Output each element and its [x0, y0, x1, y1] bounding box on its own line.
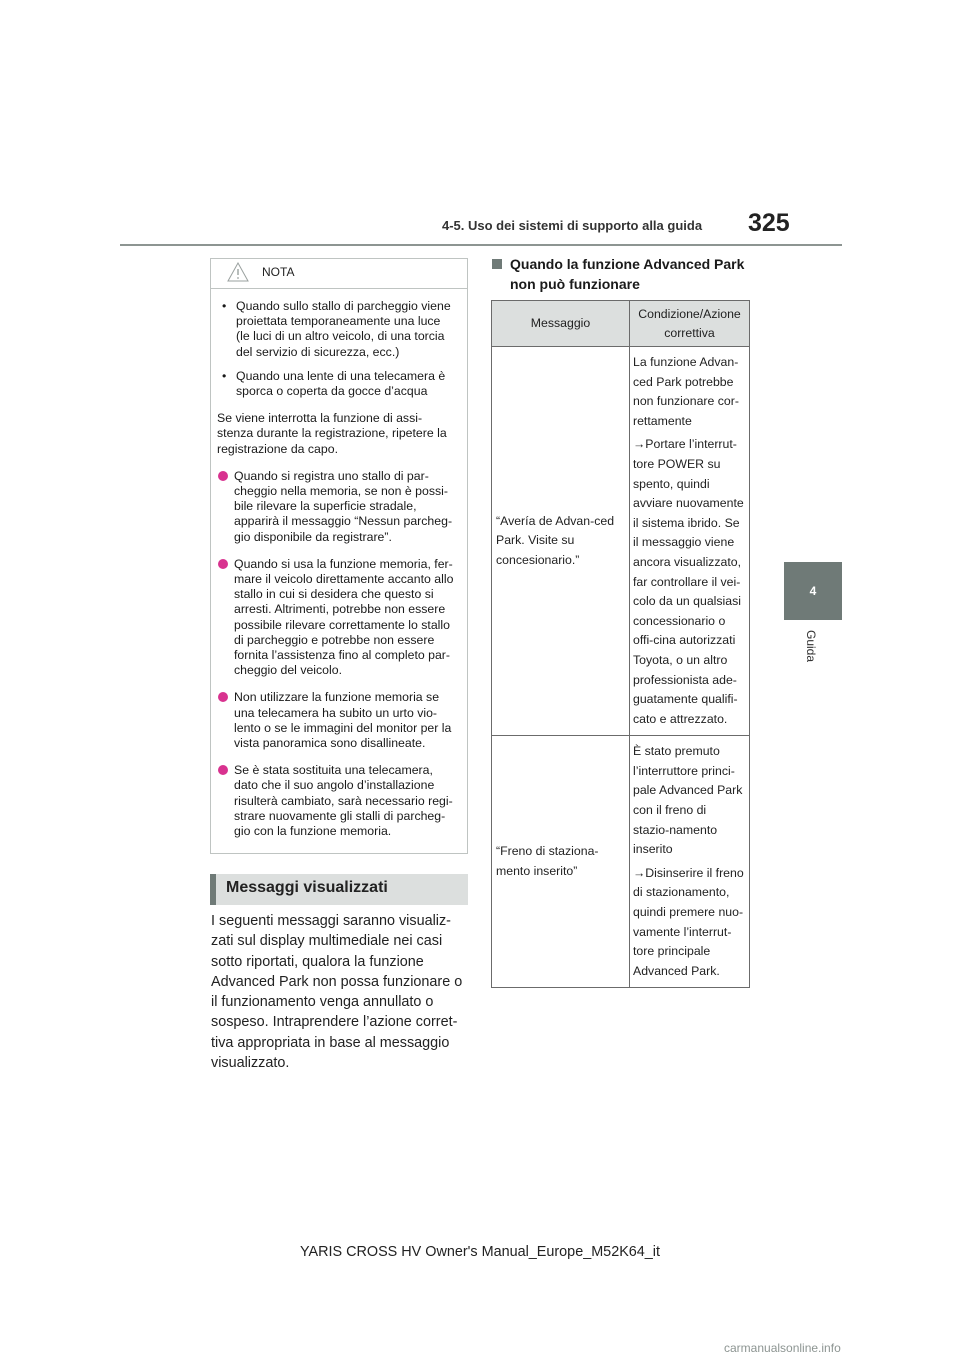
nota-body: [211, 289, 467, 839]
action-text: →Disinserire il freno di stazionamento, quindi premere nuo-vamente l’interrut-tore principale Advanced Park.: [633, 865, 744, 978]
message-cell: “Avería de Advan-ced Park. Visite su concesionario.”: [492, 347, 630, 736]
table-heading: [492, 255, 752, 294]
bullet-circle-icon: [218, 559, 228, 569]
header-divider: [120, 244, 842, 246]
table-header-row: [492, 301, 750, 347]
condition-cell: [630, 736, 750, 988]
chapter-tab: [784, 562, 842, 620]
table-row: [492, 736, 750, 988]
nota-bullet-text: Quando una lente di una telecamera è sporca o coperta da gocce d’acqua: [236, 368, 446, 399]
condition-text: La funzione Advan-ced Park potrebbe non funzionare cor-rettamente: [633, 355, 739, 428]
nota-item-text: Non utilizzare la funzione memoria se una telecamera ha subito un urto vio-lento o se le immagini del monitor per la vista panoramica sono disallineate.: [234, 690, 452, 751]
nota-paragraph: Se viene interrotta la funzione di assi-stenza durante la registrazione, ripetere la registrazione da capo.: [217, 411, 447, 456]
chapter-label: [805, 630, 821, 670]
section-title: 4-5. Uso dei sistemi di supporto alla guida: [442, 218, 703, 233]
column-header: Messaggio: [492, 301, 630, 347]
chapter-number: 4: [809, 584, 817, 598]
messages-table: [491, 300, 750, 988]
nota-header: [211, 259, 467, 289]
column-header: Condizione/Azione correttiva: [630, 301, 750, 347]
bullet-circle-icon: [218, 692, 228, 702]
footer-text: YARIS CROSS HV Owner's Manual_Europe_M52K64_it: [299, 1244, 660, 1260]
section-heading-text: Messaggi visualizzati: [226, 879, 388, 896]
condition-cell: [630, 347, 750, 736]
bullet-circle-icon: [218, 765, 228, 775]
nota-item: [217, 690, 455, 751]
nota-item-text: Quando si usa la funzione memoria, fer-mare il veicolo direttamente accanto allo stallo in cui si desidera che questo si arresti. Altrimenti, potrebbe non essere possibile rilevare correttamente lo stallo di parcheggio e potrebbe non essere fornita l’assistenza fino al completo par-cheggio del veicolo.: [234, 556, 454, 678]
watermark: carmanualsonline.info: [724, 1341, 841, 1355]
intro-paragraph: I seguenti messaggi saranno visualiz-zati sul display multimediale nei casi sotto riportati, qualora la funzione Advanced Park non possa funzionare o il funzionamento venga annullato o sospeso. Intraprendere l’azione corret-tiva appropriata in base al messaggio visualizzato.: [211, 913, 463, 1072]
message-cell: “Freno di staziona-mento inserito”: [492, 736, 630, 988]
action-text: →Portare l’interrut-tore POWER su spento, quindi avviare nuovamente il sistema ibrido. Se il messaggio viene ancora visualizzato, far controllare il vei-colo da un qualsiasi concessionario o offi-cina autorizzati Toyota, o un altro professionista ade-guatamente qualifi-cato e attrezzato.: [633, 437, 744, 726]
nota-item-text: Quando si registra uno stallo di par-cheggio nella memoria, se non è possi-bile rilevare la superficie stradale, apparirà il messaggio “Nessun parcheg-gio disponibile da registrare”.: [234, 468, 453, 544]
nota-bullet: • Quando sullo stallo di parcheggio viene proiettata temporaneamente una luce (le luci di un altro veicolo, di una torcia del servizio di sicurezza, ecc.): [222, 299, 451, 359]
table-heading-text: Quando la funzione Advanced Park non può funzionare: [510, 256, 745, 292]
square-bullet-icon: [492, 259, 502, 269]
nota-box: [210, 258, 468, 854]
caution-triangle-icon: [227, 262, 249, 282]
nota-item-text: Se è stata sostituita una telecamera, dato che il suo angolo d’installazione risulterà cambiato, sarà necessario regi-strare nuovamente gli stalli di parcheg-gio con la funzione memoria.: [234, 763, 453, 839]
nota-bullet: • Quando una lente di una telecamera è sporca o coperta da gocce d’acqua: [222, 368, 446, 399]
nota-item: [217, 469, 455, 545]
section-heading: [210, 874, 468, 905]
table-row: [492, 347, 750, 736]
bullet-circle-icon: [218, 471, 228, 481]
nota-bullet-text: Quando sullo stallo di parcheggio viene proiettata temporaneamente una luce (le luci di un altro veicolo, di una torcia del servizio di sicurezza, ecc.): [236, 299, 451, 359]
chapter-label-text: Guida: [804, 630, 818, 663]
nota-item: [217, 763, 455, 839]
page-number: 325: [748, 209, 790, 237]
condition-text: È stato premuto l’interruttore princi-pale Advanced Park con il freno di stazio-namento inserito: [633, 744, 743, 857]
nota-title: NOTA: [262, 265, 295, 279]
nota-item: [217, 557, 455, 679]
